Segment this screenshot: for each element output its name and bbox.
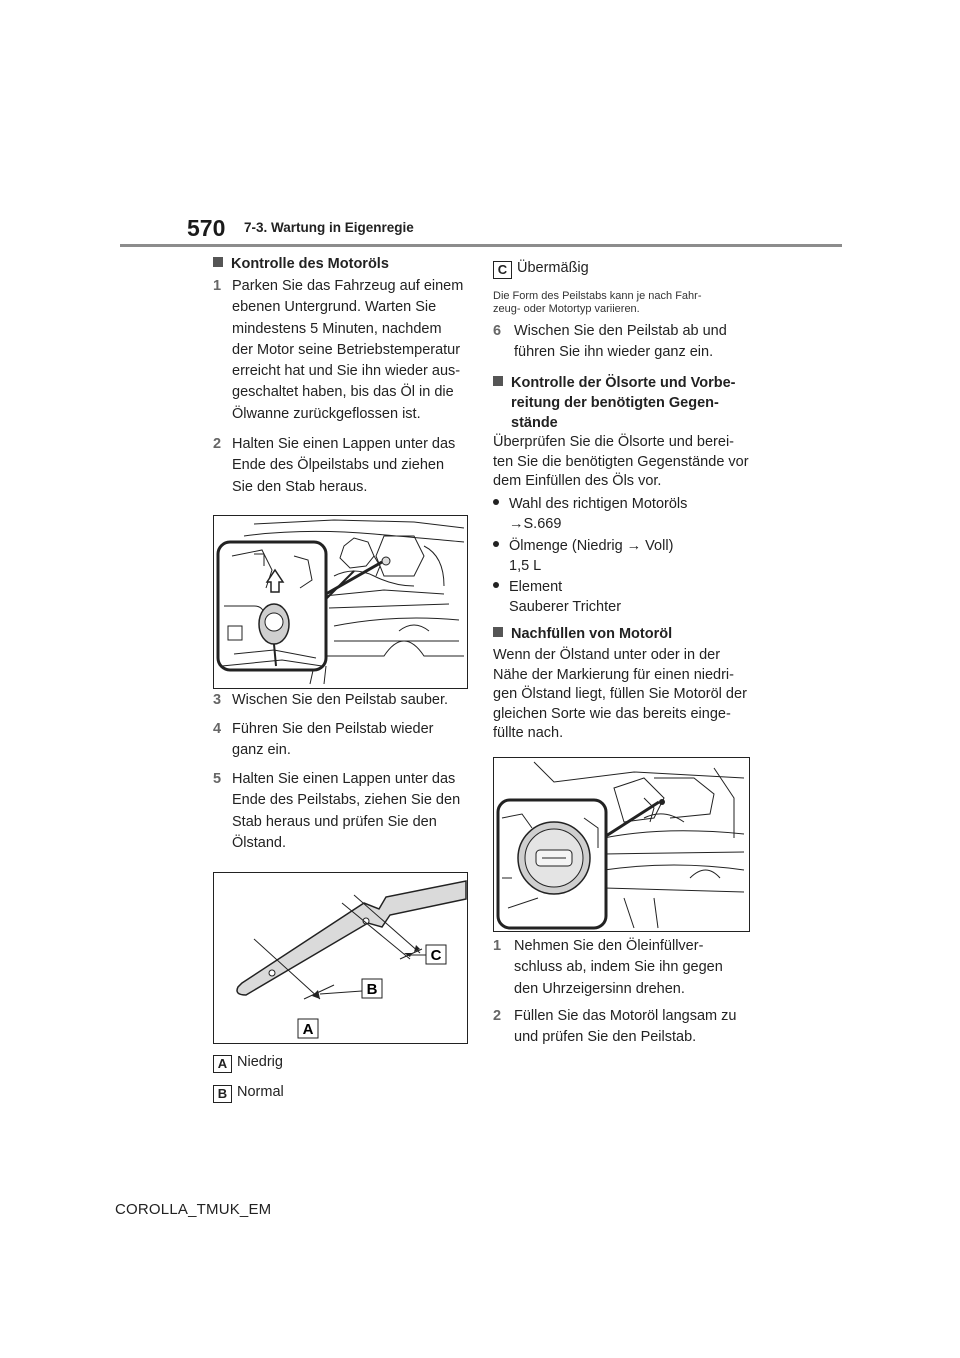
- bullet-dot-icon: [493, 499, 499, 505]
- oil-filler-cap-figure: [493, 757, 750, 932]
- heading-text: stände: [511, 415, 558, 431]
- refill-paragraph: [493, 646, 747, 744]
- step-number: 6: [493, 323, 502, 339]
- oil-type-paragraph: [493, 433, 749, 492]
- heading-refill: [493, 624, 672, 644]
- step-line: Füllen Sie das Motoröl langsam zu: [514, 1008, 737, 1024]
- step-4: [213, 719, 473, 762]
- bullet-item: [493, 537, 673, 576]
- step-line: Ende des Peilstabs, ziehen Sie den: [232, 792, 461, 809]
- paragraph-line: füllte nach.: [493, 725, 564, 741]
- paragraph-line: Überprüfen Sie die Ölsorte und berei-: [493, 434, 734, 450]
- legend-text: Niedrig: [237, 1054, 283, 1070]
- bullet-item: [493, 578, 621, 617]
- bullet-text: Sauberer Trichter: [509, 598, 622, 615]
- legend-key: B: [213, 1085, 232, 1103]
- step-line: Ende des Ölpeilstabs und ziehen: [232, 457, 445, 474]
- paragraph-line: gen Ölstand liegt, füllen Sie Motoröl der: [493, 686, 747, 702]
- step-line: ebenen Untergrund. Warten Sie: [232, 299, 437, 316]
- legend-text: Übermäßig: [517, 260, 589, 276]
- legend-c: [493, 258, 589, 279]
- paragraph-line: Wenn der Ölstand unter oder in der: [493, 647, 721, 663]
- step-line: Stab heraus und prüfen Sie den: [232, 813, 437, 830]
- paragraph-line: gleichen Sorte wie das bereits einge-: [493, 705, 731, 722]
- refill-step-1: [493, 936, 753, 1000]
- note-line: Die Form des Peilstabs kann je nach Fahr-: [493, 290, 702, 302]
- refill-step-2: [493, 1006, 753, 1049]
- step-line: Sie den Stab heraus.: [232, 478, 368, 495]
- step-line: den Uhrzeigersinn drehen.: [514, 980, 685, 997]
- paragraph-line: dem Einfüllen des Öls vor.: [493, 473, 662, 489]
- bullet-text: Ölmenge (Niedrig → Voll): [509, 538, 674, 554]
- step-3: [213, 690, 473, 711]
- note-line: zeug- oder Motortyp variieren.: [493, 303, 640, 315]
- legend-key: C: [493, 261, 512, 279]
- step-line: und prüfen Sie den Peilstab.: [514, 1029, 697, 1046]
- step-number: 2: [493, 1008, 502, 1024]
- legend-b: [213, 1082, 284, 1103]
- legend-text: Normal: [237, 1084, 284, 1100]
- step-number: 4: [213, 721, 222, 737]
- bullet-dot-icon: [493, 541, 499, 547]
- step-line: Wischen Sie den Peilstab ab und: [514, 323, 727, 339]
- bullet-text: →S.669: [509, 515, 562, 532]
- bullet-text: Wahl des richtigen Motoröls: [509, 496, 688, 512]
- step-line: erreicht hat und Sie ihn wieder aus-: [232, 363, 461, 380]
- step-line: Parken Sie das Fahrzeug auf einem: [232, 278, 464, 294]
- step-line: Halten Sie einen Lappen unter das: [232, 771, 456, 787]
- heading-text: Nachfüllen von Motoröl: [511, 626, 673, 642]
- step-line: führen Sie ihn wieder ganz ein.: [514, 344, 714, 361]
- section-title: 7-3. Wartung in Eigenregie: [244, 220, 414, 235]
- step-number: 1: [213, 278, 222, 294]
- heading-text: reitung der benötigten Gegen-: [511, 395, 719, 411]
- heading-oil-type: [493, 373, 753, 433]
- step-line: mindestens 5 Minuten, nachdem: [232, 320, 442, 337]
- bullet-dot-icon: [493, 582, 499, 588]
- engine-bay-illustration: [214, 516, 467, 688]
- step-6: [493, 321, 753, 364]
- dipstick-note: [493, 290, 701, 316]
- step-line: Ölwanne zurückgeflossen ist.: [232, 405, 421, 422]
- step-line: der Motor seine Betriebstemperatur: [232, 341, 461, 358]
- bullet-item: [493, 495, 687, 534]
- label-c: C: [430, 947, 442, 964]
- paragraph-line: Nähe der Markierung für einen niedri-: [493, 666, 734, 683]
- step-number: 3: [213, 692, 222, 708]
- document-code: COROLLA_TMUK_EM: [115, 1201, 272, 1218]
- bullet-text: Element: [509, 579, 563, 595]
- step-line: Nehmen Sie den Öleinfüllver-: [514, 938, 704, 954]
- page-number: 570: [187, 215, 226, 241]
- step-1: [213, 276, 473, 425]
- step-line: Ölstand.: [232, 834, 286, 851]
- bullet-text: 1,5 L: [509, 557, 542, 574]
- step-line: Führen Sie den Peilstab wieder: [232, 721, 434, 737]
- square-bullet-icon: [493, 627, 503, 637]
- step-line: schluss ab, indem Sie ihn gegen: [514, 959, 723, 976]
- filler-cap-illustration: [494, 758, 749, 931]
- engine-dipstick-figure: [213, 515, 468, 689]
- step-number: 1: [493, 938, 502, 954]
- paragraph-line: ten Sie die benötigten Gegenstände vor: [493, 453, 749, 470]
- step-5: [213, 769, 473, 854]
- step-number: 2: [213, 436, 222, 452]
- label-a: A: [302, 1021, 314, 1038]
- square-bullet-icon: [493, 376, 503, 386]
- dipstick-level-figure: [213, 872, 468, 1044]
- step-line: Wischen Sie den Peilstab sauber.: [232, 692, 449, 708]
- legend-key: A: [213, 1055, 232, 1073]
- legend-a: [213, 1052, 283, 1073]
- header-divider: [120, 244, 842, 247]
- step-line: Halten Sie einen Lappen unter das: [232, 436, 456, 452]
- heading-oil-check: [213, 254, 389, 274]
- step-line: geschaltet haben, bis das Öl in die: [232, 384, 454, 401]
- step-2: [213, 434, 473, 498]
- step-line: ganz ein.: [232, 742, 291, 759]
- heading-text: Kontrolle der Ölsorte und Vorbe-: [511, 375, 736, 391]
- step-number: 5: [213, 771, 222, 787]
- heading-text: Kontrolle des Motoröls: [231, 256, 389, 272]
- dipstick-illustration: [214, 873, 467, 1043]
- label-b: B: [366, 981, 378, 998]
- square-bullet-icon: [213, 257, 223, 267]
